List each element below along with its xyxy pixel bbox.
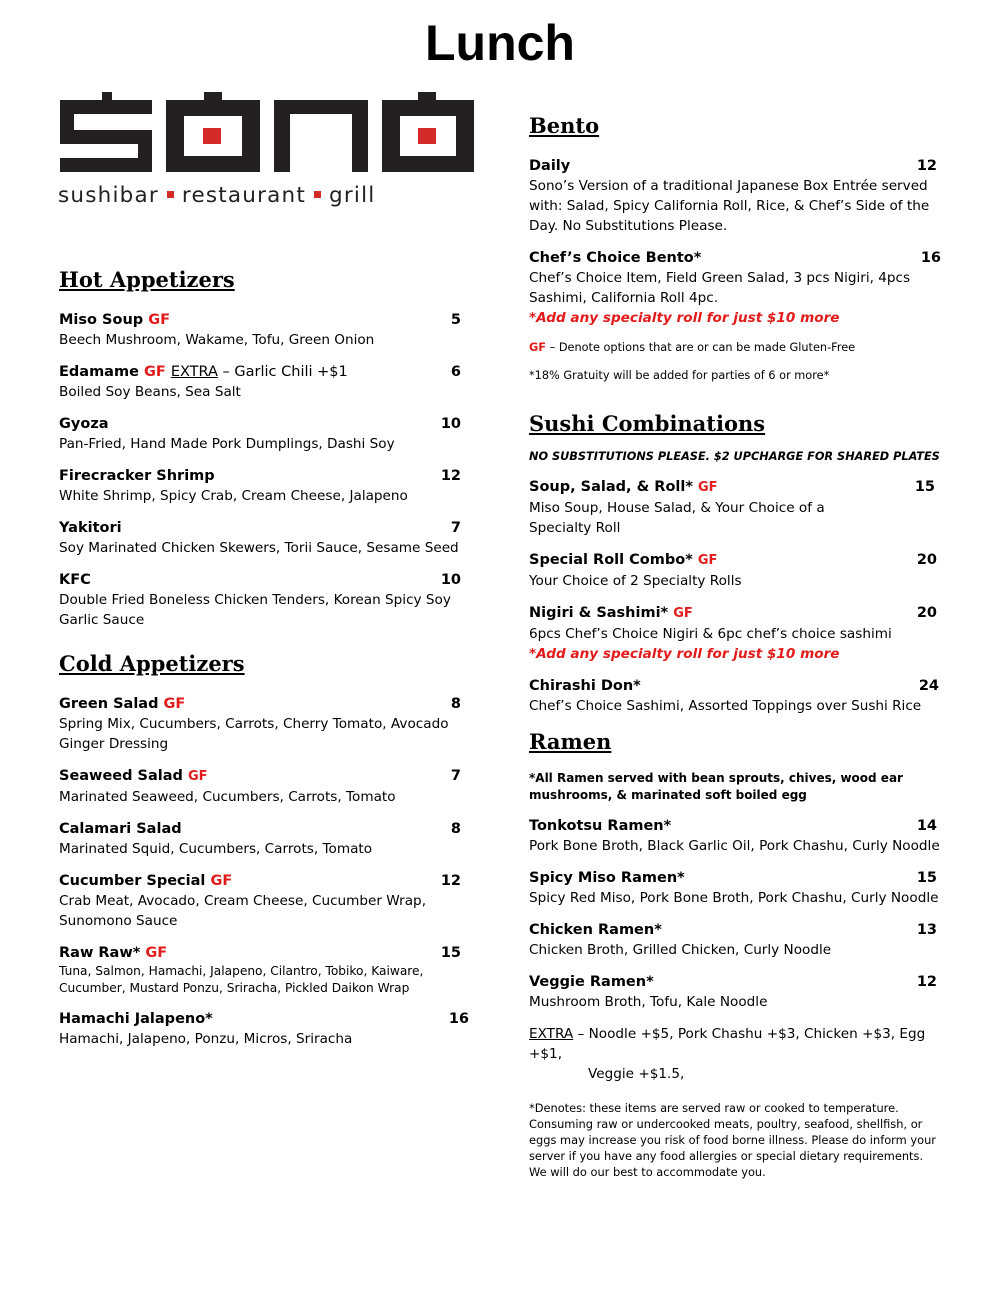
item-price: 12 [916,158,937,174]
item-name: Special Roll Combo* [529,552,693,568]
item-description: Mushroom Broth, Tofu, Kale Noodle [529,994,768,1010]
gf-legend: GF – Denote options that are or can be made Gluten-Free [529,341,856,354]
item-description: Soy Marinated Chicken Skewers, Torii Sauce, Sesame Seed [59,540,459,556]
gf-badge: GF [697,553,718,568]
item-description: Marinated Seaweed, Cucumbers, Carrots, Tomato [59,789,396,805]
item-description: Chef’s Choice Sashimi, Assorted Toppings over Sushi Rice [529,698,922,714]
item-price: 5 [450,312,461,328]
item-price: 16 [448,1011,469,1027]
ramen-extras: EXTRA – Noodle +$5, Pork Chashu +$3, Chicken +$3, Egg +$1, Veggie +$1.5, [529,1026,926,1082]
extra-note: EXTRA – Garlic Chili +$1 [170,364,348,380]
item-description: Beech Mushroom, Wakame, Tofu, Green Onion [59,332,375,348]
item-price: 20 [916,605,937,621]
item-price: 13 [916,922,937,938]
item-name: Soup, Salad, & Roll* [529,479,693,495]
item-price: 12 [916,974,937,990]
item-price: 8 [450,821,461,837]
item-price: 10 [440,416,461,432]
item-name: Spicy Miso Ramen* [529,870,685,886]
item-name: Gyoza [59,416,109,432]
item-price: 15 [914,479,935,495]
item-description: Chicken Broth, Grilled Chicken, Curly Noodle [529,942,832,958]
ramen-title: Ramen [529,729,612,754]
menu-item [59,1009,469,1049]
gf-badge: GF [210,873,233,889]
item-name: Hamachi Jalapeno* [59,1011,213,1027]
menu-item [529,550,941,591]
item-description: Boiled Soy Beans, Sea Salt [59,384,241,400]
item-price: 14 [916,818,937,834]
gf-badge: GF [145,945,168,961]
ramen-note: *All Ramen served with bean sprouts, chives, wood ear mushrooms, & marinated soft boiled egg [529,771,903,802]
item-name: Calamari Salad [59,821,182,837]
item-name: Chicken Ramen* [529,922,662,938]
item-description: Tuna, Salmon, Hamachi, Jalapeno, Cilantro, Tobiko, Kaiware, Cucumber, Mustard Ponzu, Sriracha, Pickled Daikon Wrap [59,964,424,995]
menu-item [529,920,941,960]
item-name: Raw Raw* [59,945,141,961]
menu-item [59,871,469,931]
item-name: Seaweed Salad [59,768,183,784]
item-price: 24 [918,678,939,694]
menu-item [529,816,941,856]
item-price: 15 [916,870,937,886]
gratuity-note: *18% Gratuity will be added for parties of 6 or more* [529,369,830,382]
item-price: 6 [450,364,461,380]
menu-item [529,603,941,664]
item-description: Spring Mix, Cucumbers, Carrots, Cherry Tomato, Avocado Ginger Dressing [59,716,449,752]
item-description: Chef’s Choice Item, Field Green Salad, 3 pcs Nigiri, 4pcs Sashimi, California Roll 4pc. [529,270,911,306]
item-price: 12 [440,873,461,889]
menu-item [59,694,469,754]
item-price: 7 [450,520,461,536]
item-description: Sono’s Version of a traditional Japanese Box Entrée served with: Salad, Spicy California Roll, Rice, & Chef’s Side of the Day. No Substitutions Please. [529,178,930,234]
menu-item [529,868,941,908]
sushi-combinations-note: NO SUBSTITUTIONS PLEASE. $2 UPCHARGE FOR SHARED PLATES [529,450,940,463]
item-price: 12 [440,468,461,484]
menu-item [59,943,469,997]
gf-badge: GF [163,696,186,712]
sushi-combinations-title: Sushi Combinations [529,411,766,436]
menu-item [59,362,469,402]
item-name: KFC [59,572,91,588]
item-name: Yakitori [59,520,122,536]
gf-badge: GF [698,480,718,495]
promo-note: *Add any specialty roll for just $10 more [529,646,840,662]
item-name: Tonkotsu Ramen* [529,818,672,834]
item-description: 6pcs Chef’s Choice Nigiri & 6pc chef’s choice sashimi [529,626,892,642]
item-name: Firecracker Shrimp [59,468,215,484]
menu-item [529,156,941,236]
item-price: 15 [440,945,461,961]
left-column [59,266,469,1061]
menu-item [59,518,469,558]
menu-item [529,676,941,716]
raw-food-disclaimer: *Denotes: these items are served raw or cooked to temperature. Consuming raw or undercooked meats, poultry, seafood, shellfish, or eggs may increase you risk of food borne illness. Please do inform your server if you have any food allergies or special dietary requirements. We will do our best to accommodate you. [529,1101,936,1179]
bento-title: Bento [529,113,600,138]
right-column [529,112,941,1180]
menu-item [59,819,469,859]
gf-badge: GF [143,364,166,380]
gf-badge: GF [148,312,171,328]
item-name: Veggie Ramen* [529,974,654,990]
promo-note: *Add any specialty roll for just $10 more [529,310,840,326]
menu-item [59,310,469,350]
item-name: Daily [529,158,571,174]
item-price: 16 [920,250,941,266]
logo-tagline: sushibar restaurant grill [58,183,376,208]
item-price: 8 [450,696,461,712]
menu-item [529,248,941,328]
item-name: Chirashi Don* [529,678,641,694]
menu-item [59,570,469,630]
cold-appetizers-title: Cold Appetizers [59,651,245,676]
item-description: Hamachi, Jalapeno, Ponzu, Micros, Sriracha [59,1031,353,1047]
item-name: Edamame [59,364,139,380]
menu-item [59,766,469,807]
item-price: 7 [450,768,461,784]
item-name: Green Salad [59,696,159,712]
menu-item [59,466,469,506]
hot-appetizers-title: Hot Appetizers [59,267,235,292]
gf-badge: GF [187,769,208,784]
menu-item [529,972,941,1012]
item-description: Pork Bone Broth, Black Garlic Oil, Pork Chashu, Curly Noodle [529,838,940,854]
item-description: Spicy Red Miso, Pork Bone Broth, Pork Chashu, Curly Noodle [529,890,939,906]
menu-item [529,477,941,538]
item-description: White Shrimp, Spicy Crab, Cream Cheese, Jalapeno [59,488,408,504]
menu-item [59,414,469,454]
item-description: Miso Soup, House Salad, & Your Choice of a Specialty Roll [529,500,825,536]
item-name: Chef’s Choice Bento* [529,250,702,266]
item-price: 10 [440,572,461,588]
item-name: Miso Soup [59,312,144,328]
item-description: Pan-Fried, Hand Made Pork Dumplings, Dashi Soy [59,436,395,452]
item-price: 20 [916,552,937,568]
page-title: Lunch [425,15,575,71]
item-name: Nigiri & Sashimi* [529,605,669,621]
item-description: Double Fried Boneless Chicken Tenders, Korean Spicy Soy Garlic Sauce [59,592,451,628]
item-name: Cucumber Special [59,873,206,889]
item-description: Crab Meat, Avocado, Cream Cheese, Cucumber Wrap, Sunomono Sauce [59,893,427,929]
gf-badge: GF [673,606,693,621]
item-description: Marinated Squid, Cucumbers, Carrots, Tomato [59,841,373,857]
item-description: Your Choice of 2 Specialty Rolls [529,573,742,589]
